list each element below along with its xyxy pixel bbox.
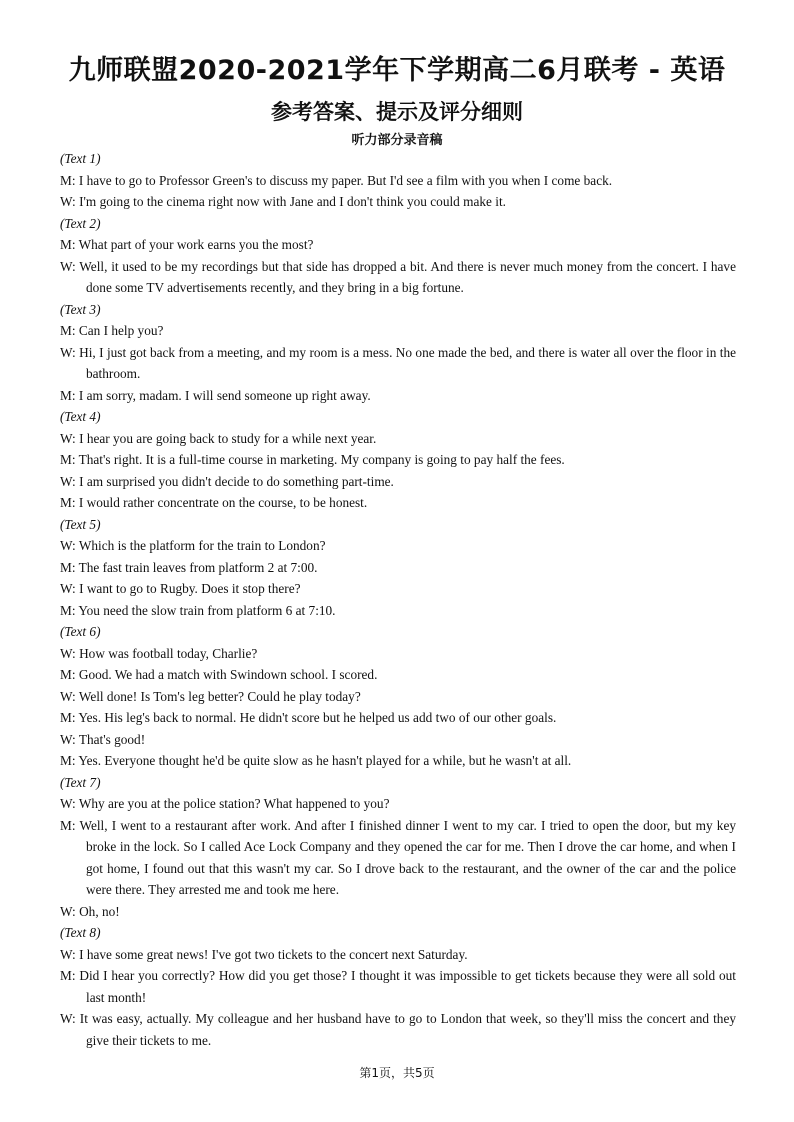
text-label: (Text 3) (60, 301, 101, 317)
dialogue-line: W: I hear you are going back to study for a while next year. (60, 430, 377, 446)
dialogue-line: W: I'm going to the cinema right now with Jane and I don't think you could make it. (60, 194, 506, 209)
dialogue-line: W: I have some great news! I've got two tickets to the concert next Saturday. (60, 946, 468, 962)
section-heading: 听力部分录音稿 (351, 133, 443, 148)
dialogue-line: M: That's right. It is a full-time course in marketing. My company is going to pay half the fees. (60, 452, 565, 467)
dialogue-line: W: How was football today, Charlie? (60, 645, 258, 661)
transcript-body (60, 148, 736, 1051)
dialogue-line: W: Hi, I just got back from a meeting, and my room is a mess. No one made the bed, and there is water all over the floor in the bathroom. (60, 344, 736, 381)
transcript-text-block (60, 772, 736, 923)
dialogue-line: M: I am sorry, madam. I will send someone up right away. (60, 387, 371, 403)
dialogue-line: W: Well done! Is Tom's leg better? Could he play today? (60, 688, 361, 704)
dialogue-line: W: Why are you at the police station? What happened to you? (60, 796, 390, 811)
text-label: (Text 5) (60, 516, 101, 532)
dialogue-line: M: I would rather concentrate on the course, to be honest. (60, 495, 368, 510)
dialogue-line: W: Which is the platform for the train to London? (60, 538, 326, 553)
dialogue-line: M: Yes. Everyone thought he'd be quite slow as he hasn't played for a while, but he wasn't at all. (60, 753, 572, 768)
transcript-text-block (60, 299, 736, 407)
transcript-text-block (60, 621, 736, 772)
transcript-text-block (60, 213, 736, 299)
text-label: (Text 1) (60, 151, 101, 166)
transcript-text-block (60, 922, 736, 1051)
dialogue-line: M: Well, I went to a restaurant after work. And after I finished dinner I went to my car. I tried to open the door, but my key broke in the lock. So I called Ace Lock Company and they opened the car for me. Then I drove the car home, and when I got home, I found out that this wasn't my car. So I drove back to the restaurant, and the owner of the car and the police were there. They arrested me and took me here. (60, 817, 736, 897)
page-number: 第1页，共5页 (359, 1066, 435, 1080)
text-label: (Text 8) (60, 925, 101, 940)
transcript-text-block (60, 514, 736, 622)
dialogue-line: W: That's good! (60, 731, 146, 747)
dialogue-line: M: Can I help you? (60, 323, 164, 338)
dialogue-line: M: What part of your work earns you the most? (60, 237, 314, 252)
text-label: (Text 2) (60, 215, 101, 231)
dialogue-line: W: Well, it used to be my recordings but that side has dropped a bit. And there is never much money from the concert. I have done some TV advertisements recently, and they bring in a big fortune. (60, 258, 736, 295)
text-label: (Text 4) (60, 409, 101, 424)
dialogue-line: W: I want to go to Rugby. Does it stop there? (60, 581, 301, 596)
transcript-text-block (60, 148, 736, 213)
transcript-text-block (60, 406, 736, 514)
dialogue-line: W: I am surprised you didn't decide to do something part-time. (60, 473, 394, 489)
dialogue-line: M: The fast train leaves from platform 2 at 7:00. (60, 559, 318, 575)
dialogue-line: M: I have to go to Professor Green's to discuss my paper. But I'd see a film with you when I come back. (60, 172, 613, 188)
dialogue-line: M: Yes. His leg's back to normal. He didn't score but he helped us add two of our other goals. (60, 710, 557, 725)
text-label: (Text 7) (60, 774, 101, 790)
dialogue-line: M: You need the slow train from platform 6 at 7:10. (60, 602, 336, 618)
dialogue-line: M: Did I hear you correctly? How did you get those? I thought it was impossible to get tickets because they were all sold out last month! (60, 968, 736, 1005)
text-label: (Text 6) (60, 624, 101, 639)
page-title: 九师联盟2020-2021学年下学期高二6月联考 - 英语 (68, 55, 726, 86)
page-subtitle: 参考答案、提示及评分细则 (271, 100, 523, 124)
dialogue-line: W: Oh, no! (60, 903, 120, 919)
dialogue-line: W: It was easy, actually. My colleague and her husband have to go to London that week, so they'll miss the concert and they give their tickets to me. (60, 1011, 736, 1048)
dialogue-line: M: Good. We had a match with Swindown school. I scored. (60, 667, 378, 682)
